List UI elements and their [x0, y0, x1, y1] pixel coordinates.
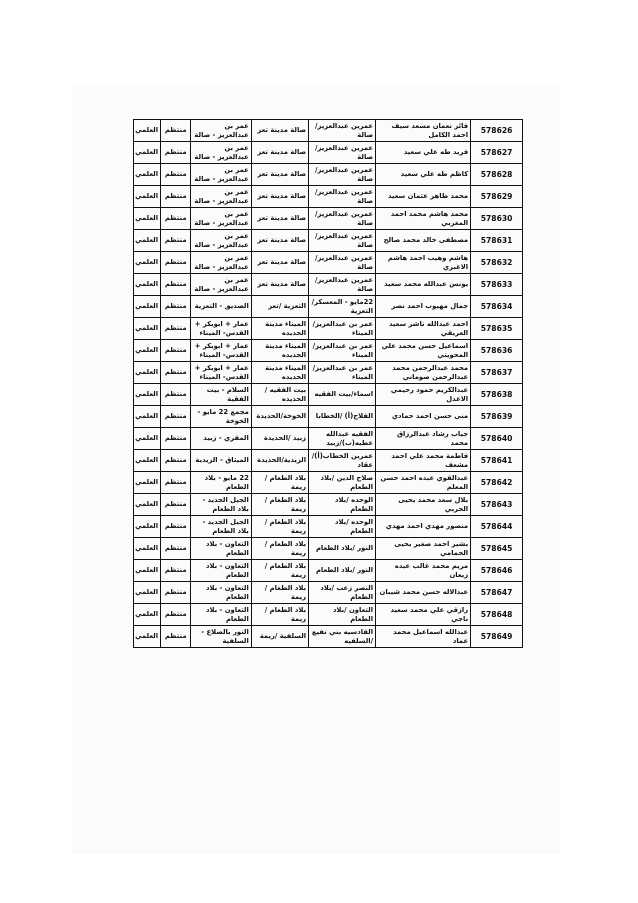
- student-name-cell: رازقي علي محمد سعيد ناجي: [376, 604, 471, 626]
- seat-number-cell: 578644: [471, 516, 523, 538]
- seat-number-cell: 578648: [471, 604, 523, 626]
- school-area-cell: عمر بن عبدالعزيز/الميناء: [309, 362, 376, 384]
- table-row: [134, 604, 523, 626]
- exam-center-cell: الميثاق - الزيدية: [191, 450, 252, 472]
- district-cell: صالة مدينة تعز: [251, 186, 308, 208]
- enrollment-status-cell: منتظم: [161, 340, 191, 362]
- seat-number-cell: 578646: [471, 560, 523, 582]
- seat-number-cell: 578634: [471, 296, 523, 318]
- track-cell: العلمي: [134, 384, 161, 406]
- exam-center-cell: المقري - زبيد: [191, 428, 252, 450]
- school-area-cell: عمرين عبدالعزيز/صالة: [309, 274, 376, 296]
- student-name-cell: عبدالقوي عبده احمد حسن المعلم: [376, 472, 471, 494]
- enrollment-status-cell: منتظم: [161, 560, 191, 582]
- seat-number-cell: 578627: [471, 142, 523, 164]
- exam-center-cell: عمر بن عبدالعزيز - صالة: [191, 230, 252, 252]
- district-cell: صالة مدينة تعز: [251, 230, 308, 252]
- track-cell: العلمي: [134, 604, 161, 626]
- enrollment-status-cell: منتظم: [161, 472, 191, 494]
- track-cell: العلمي: [134, 318, 161, 340]
- table-row: [134, 164, 523, 186]
- district-cell: صالة مدينة تعز: [251, 164, 308, 186]
- student-name-cell: عبدالاله حسن محمد شيبان: [376, 582, 471, 604]
- school-area-cell: النور /بلاد الطعام: [309, 538, 376, 560]
- district-cell: السلفية /ريمة: [251, 626, 308, 648]
- enrollment-status-cell: منتظم: [161, 384, 191, 406]
- track-cell: العلمي: [134, 538, 161, 560]
- district-cell: الزيدية/الحديدة: [251, 450, 308, 472]
- enrollment-status-cell: منتظم: [161, 516, 191, 538]
- table-row: [134, 362, 523, 384]
- exam-center-cell: عمر بن عبدالعزيز - صالة: [191, 252, 252, 274]
- student-name-cell: يونس عبدالله محمد سعيد: [376, 274, 471, 296]
- table-row: [134, 296, 523, 318]
- seat-number-cell: 578628: [471, 164, 523, 186]
- seat-number-cell: 578649: [471, 626, 523, 648]
- enrollment-status-cell: منتظم: [161, 252, 191, 274]
- district-cell: زبيد /الحديدة: [251, 428, 308, 450]
- track-cell: العلمي: [134, 494, 161, 516]
- table-row: [134, 516, 523, 538]
- school-area-cell: 22مايو - المعسكر/التعزية: [309, 296, 376, 318]
- school-area-cell: عمرين عبدالعزيز/صالة: [309, 208, 376, 230]
- district-cell: الميناء مدينة الحديده: [251, 362, 308, 384]
- seat-number-cell: 578640: [471, 428, 523, 450]
- seat-number-cell: 578632: [471, 252, 523, 274]
- student-name-cell: كاظم طه علي سعيد: [376, 164, 471, 186]
- student-name-cell: جياب رشاد عبدالرزاق محمد: [376, 428, 471, 450]
- exam-center-cell: عمار + ابوبكر + القدس- الميناء: [191, 340, 252, 362]
- table-row: [134, 626, 523, 648]
- seat-number-cell: 578633: [471, 274, 523, 296]
- district-cell: بلاد الطعام /ريمة: [251, 560, 308, 582]
- track-cell: العلمي: [134, 450, 161, 472]
- district-cell: صالة مدينة تعز: [251, 274, 308, 296]
- track-cell: العلمي: [134, 582, 161, 604]
- track-cell: العلمي: [134, 560, 161, 582]
- student-name-cell: عبدالكريم حمود رحيمي الاعدل: [376, 384, 471, 406]
- enrollment-status-cell: منتظم: [161, 362, 191, 384]
- seat-number-cell: 578643: [471, 494, 523, 516]
- track-cell: العلمي: [134, 340, 161, 362]
- district-cell: صالة مدينة تعز: [251, 208, 308, 230]
- student-name-cell: مصطفى خالد محمد صالح: [376, 230, 471, 252]
- table-row: [134, 120, 523, 142]
- school-area-cell: الفقيه عبدالله عطيه(ب)/زبيد: [309, 428, 376, 450]
- seat-number-cell: 578641: [471, 450, 523, 472]
- student-name-cell: منصور مهدي احمد مهدي: [376, 516, 471, 538]
- student-name-cell: محمد طاهر عثمان سعيد: [376, 186, 471, 208]
- enrollment-status-cell: منتظم: [161, 604, 191, 626]
- student-name-cell: محمد عبدالرحمن محمد عبدالرحمن صوماني: [376, 362, 471, 384]
- school-area-cell: القادسيه بني نفيع /السلفيه: [309, 626, 376, 648]
- exam-center-cell: الجيل الجديد - بلاد الطعام: [191, 516, 252, 538]
- exam-center-cell: عمر بن عبدالعزيز - صالة: [191, 142, 252, 164]
- student-name-cell: محمد هاشم محمد احمد المغربي: [376, 208, 471, 230]
- exam-center-cell: التعاون - بلاد الطعام: [191, 582, 252, 604]
- exam-center-cell: عمر بن عبدالعزيز - صالة: [191, 274, 252, 296]
- seat-number-cell: 578630: [471, 208, 523, 230]
- student-records-table: [133, 119, 523, 648]
- district-cell: الميناء مدينة الحديده: [251, 340, 308, 362]
- seat-number-cell: 578626: [471, 120, 523, 142]
- exam-center-cell: عمر بن عبدالعزيز - صالة: [191, 186, 252, 208]
- school-area-cell: اسماء/بيت الفقيه: [309, 384, 376, 406]
- table-row: [134, 538, 523, 560]
- school-area-cell: الوحده /بلاد الطعام: [309, 494, 376, 516]
- track-cell: العلمي: [134, 252, 161, 274]
- exam-center-cell: السلام - بيت الفقية: [191, 384, 252, 406]
- enrollment-status-cell: منتظم: [161, 428, 191, 450]
- exam-center-cell: التعاون - بلاد الطعام: [191, 538, 252, 560]
- track-cell: العلمي: [134, 230, 161, 252]
- school-area-cell: الفلاح(أ) /الخطابا: [309, 406, 376, 428]
- track-cell: العلمي: [134, 626, 161, 648]
- seat-number-cell: 578631: [471, 230, 523, 252]
- track-cell: العلمي: [134, 428, 161, 450]
- exam-center-cell: النور بالضلاع - السلفية: [191, 626, 252, 648]
- student-name-cell: عبدالله اسماعيل محمد عماد: [376, 626, 471, 648]
- district-cell: الخوخة/الحديدة: [251, 406, 308, 428]
- student-name-cell: اسماعيل حسن محمد علي المحويتي: [376, 340, 471, 362]
- district-cell: الميناء مدينة الحديده: [251, 318, 308, 340]
- school-area-cell: عمربن الخطاب(أ)/ عقاد: [309, 450, 376, 472]
- table-row: [134, 186, 523, 208]
- table-row: [134, 560, 523, 582]
- district-cell: بلاد الطعام /ريمة: [251, 582, 308, 604]
- seat-number-cell: 578629: [471, 186, 523, 208]
- records-table-body: [134, 120, 523, 648]
- student-name-cell: فريد طه علي سعيد: [376, 142, 471, 164]
- table-row: [134, 340, 523, 362]
- district-cell: بيت الفقيه /الحديده: [251, 384, 308, 406]
- seat-number-cell: 578638: [471, 384, 523, 406]
- seat-number-cell: 578636: [471, 340, 523, 362]
- enrollment-status-cell: منتظم: [161, 230, 191, 252]
- student-name-cell: احمد عبدالله ناشر سعيد العريقي: [376, 318, 471, 340]
- enrollment-status-cell: منتظم: [161, 208, 191, 230]
- table-row: [134, 274, 523, 296]
- enrollment-status-cell: منتظم: [161, 318, 191, 340]
- table-row: [134, 428, 523, 450]
- school-area-cell: النور /بلاد الطعام: [309, 560, 376, 582]
- seat-number-cell: 578637: [471, 362, 523, 384]
- school-area-cell: صلاح الدين /بلاد الطعام: [309, 472, 376, 494]
- district-cell: بلاد الطعام /ريمة: [251, 538, 308, 560]
- school-area-cell: عمرين عبدالعزيز/صالة: [309, 186, 376, 208]
- table-row: [134, 450, 523, 472]
- table-row: [134, 406, 523, 428]
- table-row: [134, 582, 523, 604]
- school-area-cell: الوحده /بلاد الطعام: [309, 516, 376, 538]
- table-row: [134, 230, 523, 252]
- seat-number-cell: 578642: [471, 472, 523, 494]
- enrollment-status-cell: منتظم: [161, 406, 191, 428]
- table-row: [134, 318, 523, 340]
- table-row: [134, 252, 523, 274]
- enrollment-status-cell: منتظم: [161, 120, 191, 142]
- table-row: [134, 472, 523, 494]
- enrollment-status-cell: منتظم: [161, 450, 191, 472]
- track-cell: العلمي: [134, 164, 161, 186]
- track-cell: العلمي: [134, 516, 161, 538]
- table-row: [134, 142, 523, 164]
- exam-center-cell: عمر بن عبدالعزيز - صالة: [191, 208, 252, 230]
- enrollment-status-cell: منتظم: [161, 626, 191, 648]
- district-cell: بلاد الطعام /ريمة: [251, 604, 308, 626]
- school-area-cell: النصر زعب /بلاد الطعام: [309, 582, 376, 604]
- enrollment-status-cell: منتظم: [161, 296, 191, 318]
- student-name-cell: فائز نعمان مسعد سيف احمد الكامل: [376, 120, 471, 142]
- school-area-cell: عمرين عبدالعزيز/صالة: [309, 142, 376, 164]
- table-row: [134, 208, 523, 230]
- district-cell: بلاد الطعام /ريمة: [251, 516, 308, 538]
- track-cell: العلمي: [134, 296, 161, 318]
- school-area-cell: عمرين عبدالعزيز/صالة: [309, 164, 376, 186]
- student-name-cell: بشير احمد صغير يحيى الحمامي: [376, 538, 471, 560]
- track-cell: العلمي: [134, 142, 161, 164]
- school-area-cell: عمرين عبدالعزيز/صالة: [309, 230, 376, 252]
- district-cell: بلاد الطعام /ريمة: [251, 494, 308, 516]
- district-cell: التعزية /تعز: [251, 296, 308, 318]
- student-name-cell: منى حسن احمد حمادي: [376, 406, 471, 428]
- district-cell: صالة مدينة تعز: [251, 120, 308, 142]
- student-name-cell: بلال سعد محمد يحيى الحربي: [376, 494, 471, 516]
- exam-center-cell: الجيل الجديد - بلاد الطعام: [191, 494, 252, 516]
- track-cell: العلمي: [134, 472, 161, 494]
- exam-center-cell: مجمع 22 مايو - الخوخة: [191, 406, 252, 428]
- enrollment-status-cell: منتظم: [161, 164, 191, 186]
- track-cell: العلمي: [134, 274, 161, 296]
- district-cell: بلاد الطعام /ريمة: [251, 472, 308, 494]
- school-area-cell: عمر بن عبدالعزيز/الميناء: [309, 318, 376, 340]
- track-cell: العلمي: [134, 362, 161, 384]
- enrollment-status-cell: منتظم: [161, 538, 191, 560]
- school-area-cell: عمر بن عبدالعزيز/الميناء: [309, 340, 376, 362]
- exam-center-cell: عمار + ابوبكر + القدس- الميناء: [191, 318, 252, 340]
- student-name-cell: مريم محمد غالب عبده زيعان: [376, 560, 471, 582]
- enrollment-status-cell: منتظم: [161, 142, 191, 164]
- exam-center-cell: الصديق - التعزية: [191, 296, 252, 318]
- seat-number-cell: 578647: [471, 582, 523, 604]
- enrollment-status-cell: منتظم: [161, 582, 191, 604]
- seat-number-cell: 578635: [471, 318, 523, 340]
- student-name-cell: جمال مهيوب احمد نصر: [376, 296, 471, 318]
- exam-center-cell: عمر بن عبدالعزيز - صالة: [191, 164, 252, 186]
- student-name-cell: هاشم وهيب احمد هاشم الاغبري: [376, 252, 471, 274]
- exam-center-cell: التعاون - بلاد الطعام: [191, 604, 252, 626]
- table-row: [134, 384, 523, 406]
- track-cell: العلمي: [134, 186, 161, 208]
- school-area-cell: عمرين عبدالعزيز/صالة: [309, 252, 376, 274]
- district-cell: صالة مدينة تعز: [251, 252, 308, 274]
- track-cell: العلمي: [134, 208, 161, 230]
- table-row: [134, 494, 523, 516]
- enrollment-status-cell: منتظم: [161, 494, 191, 516]
- track-cell: العلمي: [134, 120, 161, 142]
- exam-center-cell: عمار + ابوبكر + القدس- الميناء: [191, 362, 252, 384]
- seat-number-cell: 578645: [471, 538, 523, 560]
- school-area-cell: عمرين عبدالعزيز/صالة: [309, 120, 376, 142]
- track-cell: العلمي: [134, 406, 161, 428]
- enrollment-status-cell: منتظم: [161, 186, 191, 208]
- district-cell: صالة مدينة تعز: [251, 142, 308, 164]
- enrollment-status-cell: منتظم: [161, 274, 191, 296]
- exam-center-cell: عمر بن عبدالعزيز - صالة: [191, 120, 252, 142]
- exam-center-cell: 22 مايو - بلاد الطعام: [191, 472, 252, 494]
- exam-center-cell: التعاون - بلاد الطعام: [191, 560, 252, 582]
- student-name-cell: فاطمة محمد علي احمد مشعف: [376, 450, 471, 472]
- seat-number-cell: 578639: [471, 406, 523, 428]
- school-area-cell: التعاون /بلاد الطعام: [309, 604, 376, 626]
